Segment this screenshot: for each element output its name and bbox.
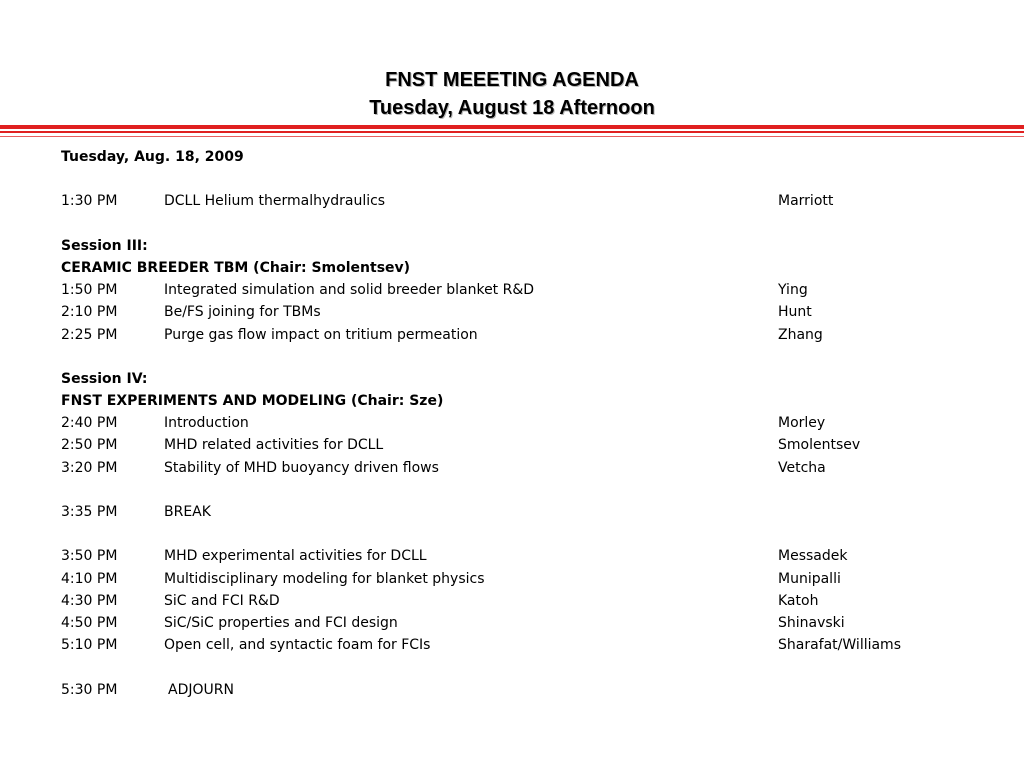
spacer [61, 656, 961, 678]
item-presenter: Vetcha [778, 459, 826, 476]
agenda-break [61, 501, 961, 523]
agenda-item [61, 412, 961, 434]
item-title: Open cell, and syntactic foam for FCIs [164, 637, 431, 654]
item-title: BREAK [164, 504, 211, 520]
page-subtitle: Tuesday, August 18 Afternoon [369, 97, 655, 119]
item-time: 1:30 PM [61, 193, 118, 210]
session-3-heading: CERAMIC BREEDER TBM (Chair: Smolentsev) [61, 259, 411, 276]
item-title: Multidisciplinary modeling for blanket physics [164, 570, 485, 587]
agenda-list [61, 146, 961, 701]
session-heading [61, 390, 961, 412]
agenda-item [61, 457, 961, 479]
agenda-item [61, 590, 961, 612]
item-title: Integrated simulation and solid breeder blanket R&D [164, 282, 535, 299]
item-presenter: Hunt [778, 304, 812, 321]
date-line: Tuesday, Aug. 18, 2009 [61, 149, 244, 165]
item-presenter: Munipalli [778, 570, 841, 587]
item-time: 5:10 PM [61, 637, 118, 654]
agenda-adjourn [61, 679, 961, 701]
agenda-item [61, 634, 961, 656]
item-time: 2:50 PM [61, 437, 118, 454]
item-time: 4:50 PM [61, 614, 118, 631]
agenda-item [61, 434, 961, 456]
item-presenter: Messadek [778, 548, 848, 565]
item-time: 3:35 PM [61, 504, 118, 520]
agenda-item [61, 568, 961, 590]
session-label [61, 235, 961, 257]
item-presenter: Katoh [778, 592, 819, 609]
agenda-item [61, 545, 961, 567]
item-time: 3:50 PM [61, 548, 118, 565]
item-time: 4:10 PM [61, 570, 118, 587]
item-title: SiC and FCI R&D [164, 592, 280, 609]
agenda-item [61, 612, 961, 634]
session-heading [61, 257, 961, 279]
spacer [61, 479, 961, 501]
item-title: MHD related activities for DCLL [164, 437, 384, 454]
item-presenter: Shinavski [778, 614, 845, 631]
spacer [61, 523, 961, 545]
item-presenter: Marriott [778, 193, 834, 210]
item-presenter: Zhang [778, 326, 823, 343]
item-time: 2:25 PM [61, 326, 118, 343]
spacer [61, 168, 961, 190]
item-time: 1:50 PM [61, 282, 118, 299]
item-presenter: Sharafat/Williams [778, 637, 901, 654]
agenda-item [61, 301, 961, 323]
item-time: 3:20 PM [61, 459, 118, 476]
spacer [61, 346, 961, 368]
item-presenter: Ying [778, 282, 808, 299]
item-title: SiC/SiC properties and FCI design [164, 614, 398, 631]
item-presenter: Smolentsev [778, 437, 861, 454]
item-presenter: Morley [778, 415, 826, 432]
session-label [61, 368, 961, 390]
item-time: 5:30 PM [61, 681, 118, 698]
page-title: FNST MEEETING AGENDA [385, 69, 639, 91]
page-header [0, 66, 1024, 122]
item-title: Purge gas flow impact on tritium permeation [164, 326, 478, 343]
item-title: DCLL Helium thermalhydraulics [164, 193, 386, 210]
item-time: 2:40 PM [61, 415, 118, 432]
session-4-label: Session IV: [61, 370, 148, 387]
item-title: MHD experimental activities for DCLL [164, 548, 427, 565]
session-4-heading: FNST EXPERIMENTS AND MODELING (Chair: Sze) [61, 393, 444, 410]
item-title: Stability of MHD buoyancy driven flows [164, 459, 439, 476]
item-time: 4:30 PM [61, 592, 118, 609]
header-rule-medium [0, 131, 1024, 133]
session-3-label: Session III: [61, 237, 148, 254]
spacer [61, 213, 961, 235]
item-title: Introduction [164, 415, 249, 432]
item-time: 2:10 PM [61, 304, 118, 321]
header-rule-thin [0, 136, 1024, 137]
agenda-item [61, 324, 961, 346]
item-title: Be/FS joining for TBMs [164, 304, 321, 321]
header-rule-thick [0, 125, 1024, 129]
agenda-item [61, 190, 961, 212]
agenda-item [61, 279, 961, 301]
agenda-date [61, 146, 961, 168]
item-title: ADJOURN [168, 681, 234, 698]
